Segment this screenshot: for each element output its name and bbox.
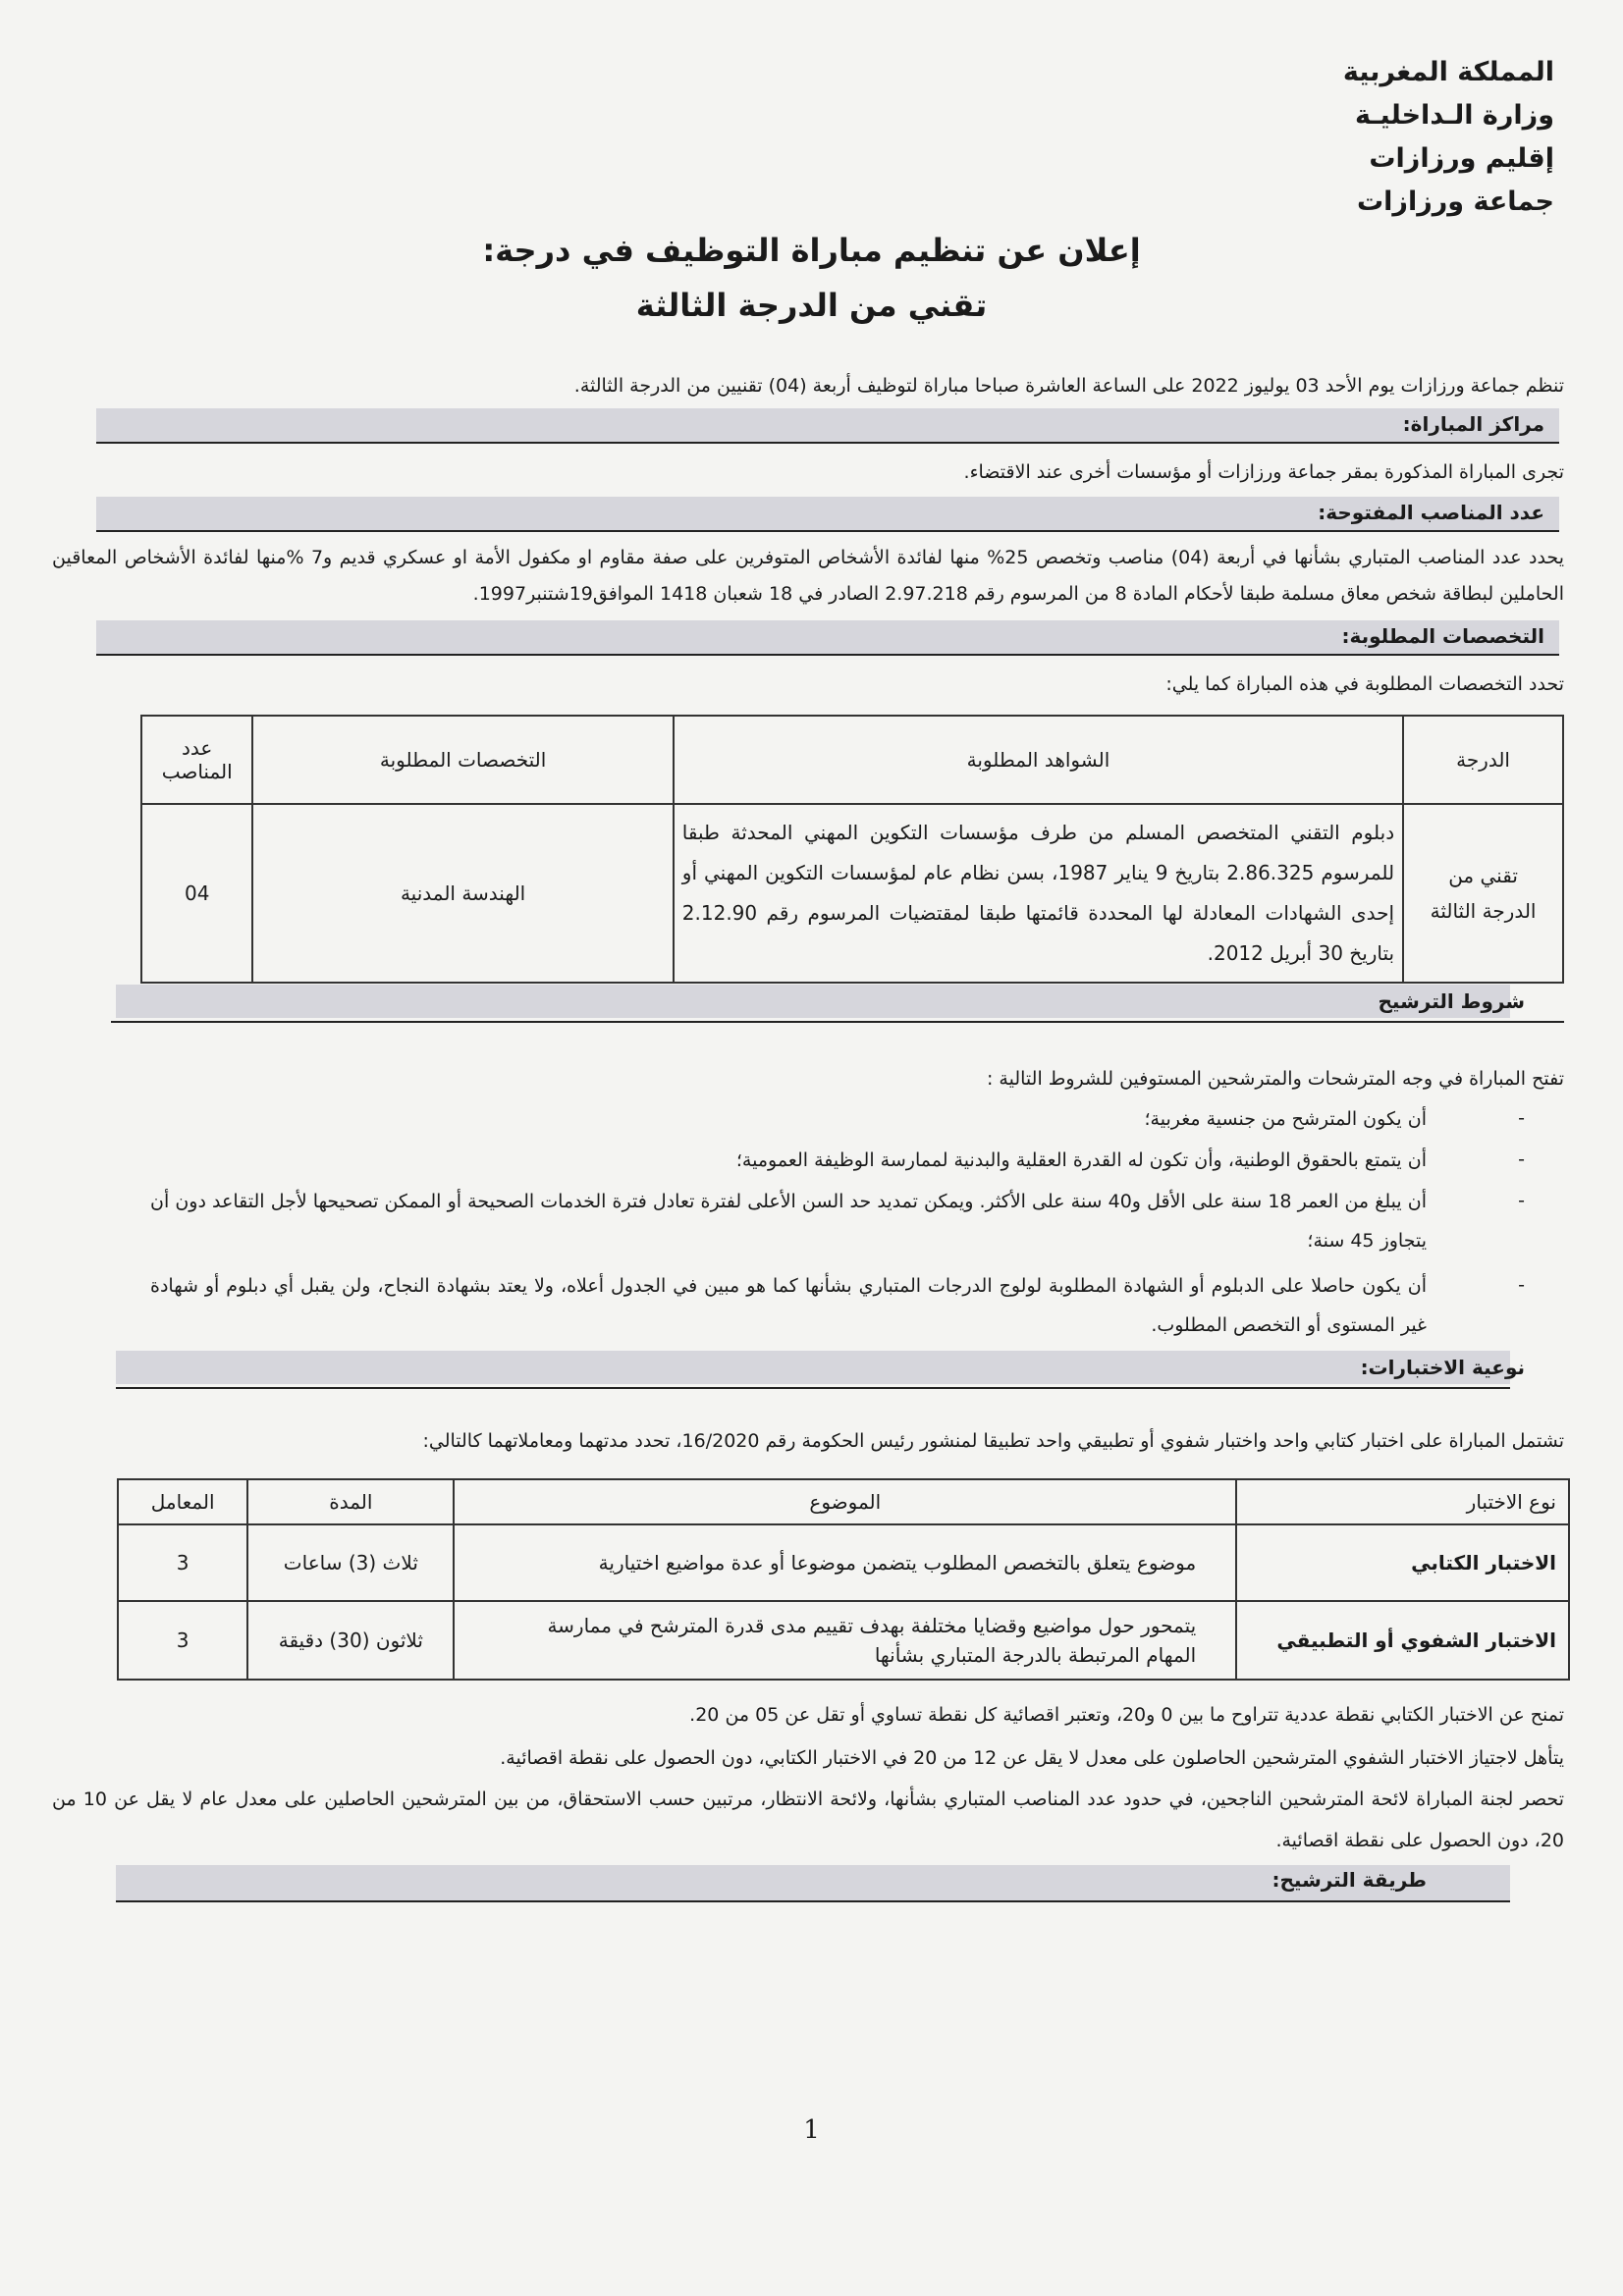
table-header-row <box>141 716 1563 804</box>
conditions-heading: شروط الترشيح <box>1378 989 1525 1013</box>
specialty-cell: الهندسة المدنية <box>252 804 673 983</box>
table-header-count: عدد المناصب <box>141 716 252 804</box>
centers-heading: مراكز المباراة: <box>1402 412 1544 436</box>
header-province: إقليم ورزازات <box>1369 143 1554 174</box>
list-item: أن يكون حاصلا على الدبلوم أو الشهادة المطلوبة لولوج الدرجات المتباري بشأنها كما هو مبين في الجدول أعلاه، ولا يعتد بشهادة النجاح، ولن يقبل أي دبلوم أو شهادة غير المستوى أو التخصص المطلوب. <box>150 1275 1427 1336</box>
count-cell: 04 <box>141 804 252 983</box>
section-underline <box>96 530 1559 532</box>
section-underline <box>111 1021 1564 1023</box>
exam-coef-cell: 3 <box>118 1524 247 1601</box>
positions-text: يحدد عدد المناصب المتباري بشأنها في أربعة (04) مناصب وتخصص 25% منها لفائدة الأشخاص المتوفرين على صفة مقاوم او مكفول الأمة او عسكري قديم و7 %منها لفائدة الأشخاص المعاقين الحاملين لبطاقة شخص معاق مسلمة طبقا لأحكام المادة 8 من المرسوم رقم 2.97.218 الصادر في 18 شعبان 1418 الموافق19شتنبر1997. <box>52 547 1564 605</box>
section-underline <box>96 442 1559 444</box>
diploma-cell: دبلوم التقني المتخصص المسلم من طرف مؤسسات التكوين المهني المحدثة طبقا للمرسوم 2.86.325 بتاريخ 9 يناير 1987، بسن نظام عام لمؤسسات التكوين المهني أو إحدى الشهادات المعادلة لها المحددة قائمتها طبقا لمقتضيات المرسوم رقم 2.12.90 بتاريخ 30 أبريل 2012. <box>674 804 1403 983</box>
exam-note: تمنح عن الاختبار الكتابي نقطة عددية تتراوح ما بين 0 و20، وتعتبر اقصائية كل نقطة تساوي أو تقل عن 05 من 20. <box>689 1704 1564 1726</box>
table-header-diploma: الشواهد المطلوبة <box>674 716 1403 804</box>
specialties-text: تحدد التخصصات المطلوبة في هذه المباراة كما يلي: <box>1165 673 1564 695</box>
exam-type-cell: الاختبار الكتابي <box>1236 1524 1569 1601</box>
section-underline <box>116 1387 1510 1389</box>
section-bar <box>116 985 1510 1018</box>
page-subtitle: تقني من الدرجة الثالثة <box>635 287 988 324</box>
header-kingdom: المملكة المغربية <box>1342 57 1554 87</box>
list-item: أن يتمتع بالحقوق الوطنية، وأن تكون له القدرة العقلية والبدنية لممارسة الوظيفة العمومية؛ <box>735 1149 1427 1171</box>
table-row <box>118 1601 1569 1680</box>
method-heading: طريقة الترشيح: <box>1271 1868 1427 1892</box>
exam-duration-cell: ثلاثون (30) دقيقة <box>247 1601 454 1680</box>
page-title: إعلان عن تنظيم مباراة التوظيف في درجة: <box>482 232 1141 269</box>
exams-table <box>117 1478 1570 1681</box>
centers-text: تجرى المباراة المذكورة بمقر جماعة ورزازات أو مؤسسات أخرى عند الاقتضاء. <box>963 461 1564 483</box>
list-bullet: - <box>1518 1107 1525 1129</box>
exam-coef-cell: 3 <box>118 1601 247 1680</box>
page-number: 1 <box>803 2115 820 2145</box>
exam-subject-cell: يتمحور حول مواضيع وقضايا مختلفة بهدف تقييم مدى قدرة المترشح في ممارسة المهام المرتبطة بالدرجة المتباري بشأنها <box>454 1601 1236 1680</box>
table-header-subject: الموضوع <box>454 1479 1236 1524</box>
list-bullet: - <box>1518 1148 1525 1170</box>
conditions-intro: تفتح المباراة في وجه المترشحات والمترشحين المستوفين للشروط التالية : <box>986 1068 1564 1090</box>
table-header-duration: المدة <box>247 1479 454 1524</box>
exam-type-cell: الاختبار الشفوي أو التطبيقي <box>1236 1601 1569 1680</box>
section-bar <box>96 620 1559 654</box>
intro-text: تنظم جماعة ورزازات يوم الأحد 03 يوليوز 2022 على الساعة العاشرة صباحا مباراة لتوظيف أربعة (04) تقنيين من الدرجة الثالثة. <box>573 375 1564 397</box>
specialties-heading: التخصصات المطلوبة: <box>1341 624 1544 648</box>
table-header-coef: المعامل <box>118 1479 247 1524</box>
exam-note: يتأهل لاجتياز الاختبار الشفوي المترشحين الحاصلون على معدل لا يقل عن 12 من 20 في الاختبار الكتابي، دون الحصول على نقطة اقصائية. <box>500 1747 1564 1769</box>
table-row <box>141 804 1563 983</box>
table-header-type: نوع الاختبار <box>1236 1479 1569 1524</box>
list-bullet: - <box>1518 1190 1525 1211</box>
table-row <box>118 1524 1569 1601</box>
section-bar <box>116 1351 1510 1384</box>
header-commune: جماعة ورزازات <box>1357 187 1554 217</box>
exam-subject-cell: موضوع يتعلق بالتخصص المطلوب يتضمن موضوعا أو عدة مواضيع اختيارية <box>454 1524 1236 1601</box>
list-item: أن يكون المترشح من جنسية مغربية؛ <box>1144 1108 1427 1130</box>
table-header-specialty: التخصصات المطلوبة <box>252 716 673 804</box>
exams-heading: نوعية الاختبارات: <box>1360 1356 1525 1379</box>
list-item: أن يبلغ من العمر 18 سنة على الأقل و40 سنة على الأكثر. ويمكن تمديد حد السن الأعلى لفترة تعادل فترة الخدمات الصحيحة أو الممكن تصحيحها لأجل التقاعد دون أن يتجاوز 45 سنة؛ <box>150 1191 1428 1252</box>
list-bullet: - <box>1518 1274 1525 1296</box>
exam-duration-cell: ثلاث (3) ساعات <box>247 1524 454 1601</box>
table-header-row <box>118 1479 1569 1524</box>
header-ministry: وزارة الـداخليـة <box>1354 100 1554 131</box>
exam-note: تحصر لجنة المباراة لائحة المترشحين الناجحين، في حدود عدد المناصب المتباري بشأنها، ولائحة الانتظار، مرتبين حسب الاستحقاق، من بين المترشحين الحاصلين على معدل عام لا يقل عن 10 من 20، دون الحصول على نقطة اقصائية. <box>52 1789 1564 1851</box>
exams-intro: تشتمل المباراة على اختبار كتابي واحد واختبار شفوي أو تطبيقي واحد تطبيقا لمنشور رئيس الحكومة رقم 16/2020، تحدد مدتهما ومعاملاتهما كالتالي: <box>422 1430 1564 1452</box>
specialties-table <box>140 715 1564 984</box>
section-bar <box>96 408 1559 442</box>
section-underline <box>116 1900 1510 1902</box>
positions-heading: عدد المناصب المفتوحة: <box>1318 501 1544 524</box>
table-header-grade: الدرجة <box>1403 716 1563 804</box>
section-underline <box>96 654 1559 656</box>
grade-cell: تقني من الدرجة الثالثة <box>1403 804 1563 983</box>
